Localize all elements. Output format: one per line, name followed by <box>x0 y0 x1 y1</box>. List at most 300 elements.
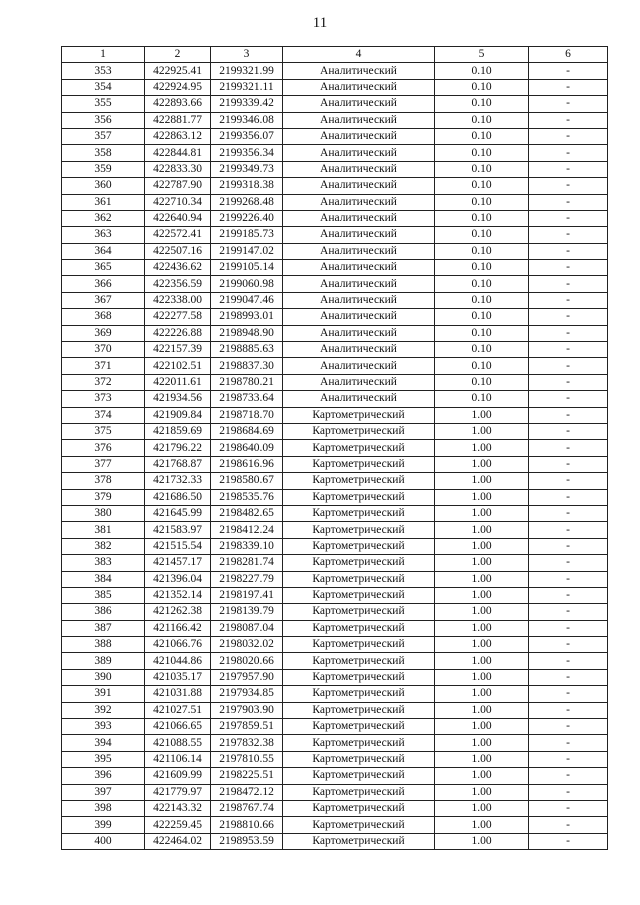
accuracy-cell: 1.00 <box>435 571 529 587</box>
x-coordinate-cell: 421645.99 <box>145 505 211 521</box>
table-row <box>62 178 608 194</box>
y-coordinate-cell: 2199346.08 <box>211 112 283 128</box>
table-row <box>62 735 608 751</box>
x-coordinate-cell: 422640.94 <box>145 210 211 226</box>
y-coordinate-cell: 2197810.55 <box>211 751 283 767</box>
x-coordinate-cell: 422102.51 <box>145 358 211 374</box>
accuracy-cell: 0.10 <box>435 112 529 128</box>
table-row <box>62 505 608 521</box>
accuracy-cell: 1.00 <box>435 440 529 456</box>
x-coordinate-cell: 422863.12 <box>145 128 211 144</box>
note-cell: - <box>529 538 608 554</box>
x-coordinate-cell: 421035.17 <box>145 669 211 685</box>
method-cell: Картометрический <box>283 440 435 456</box>
y-coordinate-cell: 2198616.96 <box>211 456 283 472</box>
method-cell: Аналитический <box>283 96 435 112</box>
method-cell: Картометрический <box>283 473 435 489</box>
x-coordinate-cell: 422925.41 <box>145 63 211 79</box>
accuracy-cell: 1.00 <box>435 653 529 669</box>
point-number-cell: 354 <box>62 79 145 95</box>
header-row <box>62 47 608 63</box>
table-row <box>62 325 608 341</box>
point-number-cell: 381 <box>62 522 145 538</box>
point-number-cell: 361 <box>62 194 145 210</box>
point-number-cell: 372 <box>62 374 145 390</box>
point-number-cell: 377 <box>62 456 145 472</box>
point-number-cell: 399 <box>62 817 145 833</box>
y-coordinate-cell: 2198472.12 <box>211 784 283 800</box>
point-number-cell: 369 <box>62 325 145 341</box>
x-coordinate-cell: 421106.14 <box>145 751 211 767</box>
note-cell: - <box>529 145 608 161</box>
method-cell: Картометрический <box>283 407 435 423</box>
table-row <box>62 292 608 308</box>
method-cell: Аналитический <box>283 374 435 390</box>
note-cell: - <box>529 489 608 505</box>
table-row <box>62 423 608 439</box>
accuracy-cell: 1.00 <box>435 751 529 767</box>
accuracy-cell: 1.00 <box>435 489 529 505</box>
table-row <box>62 637 608 653</box>
accuracy-cell: 1.00 <box>435 719 529 735</box>
method-cell: Картометрический <box>283 817 435 833</box>
method-cell: Аналитический <box>283 145 435 161</box>
accuracy-cell: 1.00 <box>435 604 529 620</box>
point-number-cell: 376 <box>62 440 145 456</box>
y-coordinate-cell: 2198197.41 <box>211 587 283 603</box>
note-cell: - <box>529 423 608 439</box>
table-row <box>62 194 608 210</box>
table-row <box>62 800 608 816</box>
method-cell: Аналитический <box>283 342 435 358</box>
method-cell: Аналитический <box>283 112 435 128</box>
y-coordinate-cell: 2199185.73 <box>211 227 283 243</box>
header-cell-6: 6 <box>529 47 608 63</box>
y-coordinate-cell: 2199226.40 <box>211 210 283 226</box>
x-coordinate-cell: 421066.76 <box>145 637 211 653</box>
table-row <box>62 79 608 95</box>
x-coordinate-cell: 421088.55 <box>145 735 211 751</box>
x-coordinate-cell: 422787.90 <box>145 178 211 194</box>
x-coordinate-cell: 421934.56 <box>145 391 211 407</box>
y-coordinate-cell: 2197934.85 <box>211 686 283 702</box>
table-row <box>62 358 608 374</box>
method-cell: Аналитический <box>283 243 435 259</box>
point-number-cell: 382 <box>62 538 145 554</box>
y-coordinate-cell: 2198810.66 <box>211 817 283 833</box>
accuracy-cell: 1.00 <box>435 800 529 816</box>
accuracy-cell: 1.00 <box>435 505 529 521</box>
y-coordinate-cell: 2198020.66 <box>211 653 283 669</box>
note-cell: - <box>529 473 608 489</box>
accuracy-cell: 1.00 <box>435 538 529 554</box>
y-coordinate-cell: 2198993.01 <box>211 309 283 325</box>
accuracy-cell: 1.00 <box>435 784 529 800</box>
table-row <box>62 210 608 226</box>
method-cell: Аналитический <box>283 391 435 407</box>
y-coordinate-cell: 2198339.10 <box>211 538 283 554</box>
method-cell: Картометрический <box>283 571 435 587</box>
table-row <box>62 587 608 603</box>
note-cell: - <box>529 194 608 210</box>
y-coordinate-cell: 2198032.02 <box>211 637 283 653</box>
method-cell: Картометрический <box>283 604 435 620</box>
method-cell: Аналитический <box>283 260 435 276</box>
point-number-cell: 364 <box>62 243 145 259</box>
method-cell: Картометрический <box>283 653 435 669</box>
note-cell: - <box>529 325 608 341</box>
y-coordinate-cell: 2199349.73 <box>211 161 283 177</box>
y-coordinate-cell: 2199047.46 <box>211 292 283 308</box>
table-row <box>62 653 608 669</box>
point-number-cell: 390 <box>62 669 145 685</box>
page-number: 11 <box>312 15 328 31</box>
y-coordinate-cell: 2198780.21 <box>211 374 283 390</box>
note-cell: - <box>529 735 608 751</box>
y-coordinate-cell: 2199339.42 <box>211 96 283 112</box>
accuracy-cell: 0.10 <box>435 243 529 259</box>
x-coordinate-cell: 421909.84 <box>145 407 211 423</box>
accuracy-cell: 0.10 <box>435 194 529 210</box>
note-cell: - <box>529 178 608 194</box>
method-cell: Картометрический <box>283 538 435 554</box>
x-coordinate-cell: 421457.17 <box>145 555 211 571</box>
note-cell: - <box>529 571 608 587</box>
y-coordinate-cell: 2198580.67 <box>211 473 283 489</box>
coordinates-table <box>61 46 608 850</box>
note-cell: - <box>529 817 608 833</box>
point-number-cell: 367 <box>62 292 145 308</box>
y-coordinate-cell: 2198684.69 <box>211 423 283 439</box>
x-coordinate-cell: 421352.14 <box>145 587 211 603</box>
note-cell: - <box>529 604 608 620</box>
note-cell: - <box>529 128 608 144</box>
method-cell: Аналитический <box>283 276 435 292</box>
note-cell: - <box>529 374 608 390</box>
table-row <box>62 473 608 489</box>
point-number-cell: 385 <box>62 587 145 603</box>
table-row <box>62 243 608 259</box>
accuracy-cell: 1.00 <box>435 702 529 718</box>
method-cell: Аналитический <box>283 178 435 194</box>
point-number-cell: 363 <box>62 227 145 243</box>
x-coordinate-cell: 422356.59 <box>145 276 211 292</box>
table-row <box>62 440 608 456</box>
method-cell: Картометрический <box>283 620 435 636</box>
note-cell: - <box>529 276 608 292</box>
x-coordinate-cell: 422881.77 <box>145 112 211 128</box>
header-cell-3: 3 <box>211 47 283 63</box>
table-row <box>62 833 608 849</box>
point-number-cell: 400 <box>62 833 145 849</box>
accuracy-cell: 1.00 <box>435 735 529 751</box>
note-cell: - <box>529 309 608 325</box>
accuracy-cell: 0.10 <box>435 178 529 194</box>
point-number-cell: 393 <box>62 719 145 735</box>
y-coordinate-cell: 2198837.30 <box>211 358 283 374</box>
method-cell: Картометрический <box>283 768 435 784</box>
point-number-cell: 365 <box>62 260 145 276</box>
point-number-cell: 383 <box>62 555 145 571</box>
y-coordinate-cell: 2199318.38 <box>211 178 283 194</box>
note-cell: - <box>529 440 608 456</box>
note-cell: - <box>529 505 608 521</box>
accuracy-cell: 0.10 <box>435 260 529 276</box>
x-coordinate-cell: 421262.38 <box>145 604 211 620</box>
point-number-cell: 394 <box>62 735 145 751</box>
accuracy-cell: 1.00 <box>435 423 529 439</box>
accuracy-cell: 1.00 <box>435 473 529 489</box>
accuracy-cell: 0.10 <box>435 128 529 144</box>
method-cell: Аналитический <box>283 358 435 374</box>
note-cell: - <box>529 63 608 79</box>
point-number-cell: 395 <box>62 751 145 767</box>
point-number-cell: 391 <box>62 686 145 702</box>
x-coordinate-cell: 421044.86 <box>145 653 211 669</box>
table-row <box>62 309 608 325</box>
x-coordinate-cell: 422338.00 <box>145 292 211 308</box>
method-cell: Аналитический <box>283 79 435 95</box>
x-coordinate-cell: 422143.32 <box>145 800 211 816</box>
point-number-cell: 358 <box>62 145 145 161</box>
accuracy-cell: 0.10 <box>435 96 529 112</box>
y-coordinate-cell: 2199321.11 <box>211 79 283 95</box>
x-coordinate-cell: 421779.97 <box>145 784 211 800</box>
x-coordinate-cell: 421166.42 <box>145 620 211 636</box>
y-coordinate-cell: 2199060.98 <box>211 276 283 292</box>
x-coordinate-cell: 421609.99 <box>145 768 211 784</box>
x-coordinate-cell: 421732.33 <box>145 473 211 489</box>
method-cell: Картометрический <box>283 719 435 735</box>
point-number-cell: 389 <box>62 653 145 669</box>
method-cell: Картометрический <box>283 522 435 538</box>
accuracy-cell: 1.00 <box>435 637 529 653</box>
note-cell: - <box>529 587 608 603</box>
x-coordinate-cell: 422464.02 <box>145 833 211 849</box>
note-cell: - <box>529 784 608 800</box>
note-cell: - <box>529 719 608 735</box>
x-coordinate-cell: 422844.81 <box>145 145 211 161</box>
y-coordinate-cell: 2198412.24 <box>211 522 283 538</box>
accuracy-cell: 0.10 <box>435 79 529 95</box>
point-number-cell: 370 <box>62 342 145 358</box>
note-cell: - <box>529 800 608 816</box>
y-coordinate-cell: 2197957.90 <box>211 669 283 685</box>
table-row <box>62 719 608 735</box>
x-coordinate-cell: 422436.62 <box>145 260 211 276</box>
accuracy-cell: 0.10 <box>435 63 529 79</box>
table-row <box>62 391 608 407</box>
table-row <box>62 260 608 276</box>
x-coordinate-cell: 421796.22 <box>145 440 211 456</box>
note-cell: - <box>529 292 608 308</box>
accuracy-cell: 1.00 <box>435 522 529 538</box>
table-row <box>62 407 608 423</box>
table-row <box>62 63 608 79</box>
x-coordinate-cell: 421031.88 <box>145 686 211 702</box>
table-row <box>62 555 608 571</box>
table-row <box>62 128 608 144</box>
note-cell: - <box>529 768 608 784</box>
table-row <box>62 768 608 784</box>
note-cell: - <box>529 342 608 358</box>
y-coordinate-cell: 2198482.65 <box>211 505 283 521</box>
accuracy-cell: 0.10 <box>435 374 529 390</box>
table-row <box>62 374 608 390</box>
point-number-cell: 379 <box>62 489 145 505</box>
note-cell: - <box>529 833 608 849</box>
method-cell: Картометрический <box>283 833 435 849</box>
note-cell: - <box>529 358 608 374</box>
y-coordinate-cell: 2199356.07 <box>211 128 283 144</box>
point-number-cell: 387 <box>62 620 145 636</box>
note-cell: - <box>529 522 608 538</box>
note-cell: - <box>529 260 608 276</box>
table-row <box>62 161 608 177</box>
method-cell: Картометрический <box>283 489 435 505</box>
point-number-cell: 398 <box>62 800 145 816</box>
point-number-cell: 356 <box>62 112 145 128</box>
method-cell: Картометрический <box>283 505 435 521</box>
method-cell: Аналитический <box>283 128 435 144</box>
point-number-cell: 359 <box>62 161 145 177</box>
accuracy-cell: 1.00 <box>435 587 529 603</box>
y-coordinate-cell: 2198640.09 <box>211 440 283 456</box>
table-row <box>62 604 608 620</box>
table-row <box>62 538 608 554</box>
point-number-cell: 378 <box>62 473 145 489</box>
y-coordinate-cell: 2198767.74 <box>211 800 283 816</box>
accuracy-cell: 1.00 <box>435 456 529 472</box>
table-row <box>62 456 608 472</box>
table-row <box>62 571 608 587</box>
point-number-cell: 366 <box>62 276 145 292</box>
table-row <box>62 227 608 243</box>
method-cell: Аналитический <box>283 325 435 341</box>
table-row <box>62 817 608 833</box>
x-coordinate-cell: 421515.54 <box>145 538 211 554</box>
table-row <box>62 669 608 685</box>
note-cell: - <box>529 653 608 669</box>
note-cell: - <box>529 391 608 407</box>
accuracy-cell: 0.10 <box>435 325 529 341</box>
point-number-cell: 384 <box>62 571 145 587</box>
point-number-cell: 374 <box>62 407 145 423</box>
header-cell-5: 5 <box>435 47 529 63</box>
method-cell: Картометрический <box>283 784 435 800</box>
method-cell: Картометрический <box>283 637 435 653</box>
method-cell: Картометрический <box>283 751 435 767</box>
note-cell: - <box>529 555 608 571</box>
x-coordinate-cell: 422833.30 <box>145 161 211 177</box>
y-coordinate-cell: 2198733.64 <box>211 391 283 407</box>
header-cell-2: 2 <box>145 47 211 63</box>
method-cell: Картометрический <box>283 735 435 751</box>
note-cell: - <box>529 702 608 718</box>
table-row <box>62 686 608 702</box>
note-cell: - <box>529 210 608 226</box>
table-row <box>62 784 608 800</box>
y-coordinate-cell: 2198885.63 <box>211 342 283 358</box>
x-coordinate-cell: 422226.88 <box>145 325 211 341</box>
accuracy-cell: 0.10 <box>435 161 529 177</box>
method-cell: Аналитический <box>283 210 435 226</box>
note-cell: - <box>529 161 608 177</box>
table-row <box>62 522 608 538</box>
point-number-cell: 388 <box>62 637 145 653</box>
x-coordinate-cell: 421583.97 <box>145 522 211 538</box>
y-coordinate-cell: 2199321.99 <box>211 63 283 79</box>
point-number-cell: 362 <box>62 210 145 226</box>
table-row <box>62 489 608 505</box>
point-number-cell: 375 <box>62 423 145 439</box>
accuracy-cell: 1.00 <box>435 833 529 849</box>
point-number-cell: 355 <box>62 96 145 112</box>
header-cell-4: 4 <box>283 47 435 63</box>
method-cell: Аналитический <box>283 194 435 210</box>
note-cell: - <box>529 620 608 636</box>
accuracy-cell: 0.10 <box>435 342 529 358</box>
y-coordinate-cell: 2197832.38 <box>211 735 283 751</box>
method-cell: Аналитический <box>283 309 435 325</box>
method-cell: Аналитический <box>283 63 435 79</box>
point-number-cell: 360 <box>62 178 145 194</box>
note-cell: - <box>529 637 608 653</box>
x-coordinate-cell: 422507.16 <box>145 243 211 259</box>
table-row <box>62 342 608 358</box>
note-cell: - <box>529 79 608 95</box>
accuracy-cell: 0.10 <box>435 210 529 226</box>
x-coordinate-cell: 421027.51 <box>145 702 211 718</box>
x-coordinate-cell: 422893.66 <box>145 96 211 112</box>
y-coordinate-cell: 2198087.04 <box>211 620 283 636</box>
accuracy-cell: 0.10 <box>435 145 529 161</box>
x-coordinate-cell: 422924.95 <box>145 79 211 95</box>
method-cell: Картометрический <box>283 587 435 603</box>
y-coordinate-cell: 2198227.79 <box>211 571 283 587</box>
header-cell-1: 1 <box>62 47 145 63</box>
note-cell: - <box>529 669 608 685</box>
y-coordinate-cell: 2197903.90 <box>211 702 283 718</box>
method-cell: Аналитический <box>283 292 435 308</box>
accuracy-cell: 0.10 <box>435 227 529 243</box>
point-number-cell: 371 <box>62 358 145 374</box>
x-coordinate-cell: 422011.61 <box>145 374 211 390</box>
method-cell: Картометрический <box>283 702 435 718</box>
method-cell: Картометрический <box>283 456 435 472</box>
note-cell: - <box>529 686 608 702</box>
method-cell: Картометрический <box>283 423 435 439</box>
table-row <box>62 96 608 112</box>
point-number-cell: 392 <box>62 702 145 718</box>
y-coordinate-cell: 2198139.79 <box>211 604 283 620</box>
note-cell: - <box>529 96 608 112</box>
method-cell: Картометрический <box>283 800 435 816</box>
table-row <box>62 620 608 636</box>
accuracy-cell: 1.00 <box>435 620 529 636</box>
method-cell: Аналитический <box>283 161 435 177</box>
table-row <box>62 702 608 718</box>
accuracy-cell: 0.10 <box>435 276 529 292</box>
y-coordinate-cell: 2199268.48 <box>211 194 283 210</box>
y-coordinate-cell: 2197859.51 <box>211 719 283 735</box>
point-number-cell: 386 <box>62 604 145 620</box>
y-coordinate-cell: 2198281.74 <box>211 555 283 571</box>
accuracy-cell: 1.00 <box>435 817 529 833</box>
table-row <box>62 751 608 767</box>
accuracy-cell: 0.10 <box>435 391 529 407</box>
x-coordinate-cell: 422277.58 <box>145 309 211 325</box>
